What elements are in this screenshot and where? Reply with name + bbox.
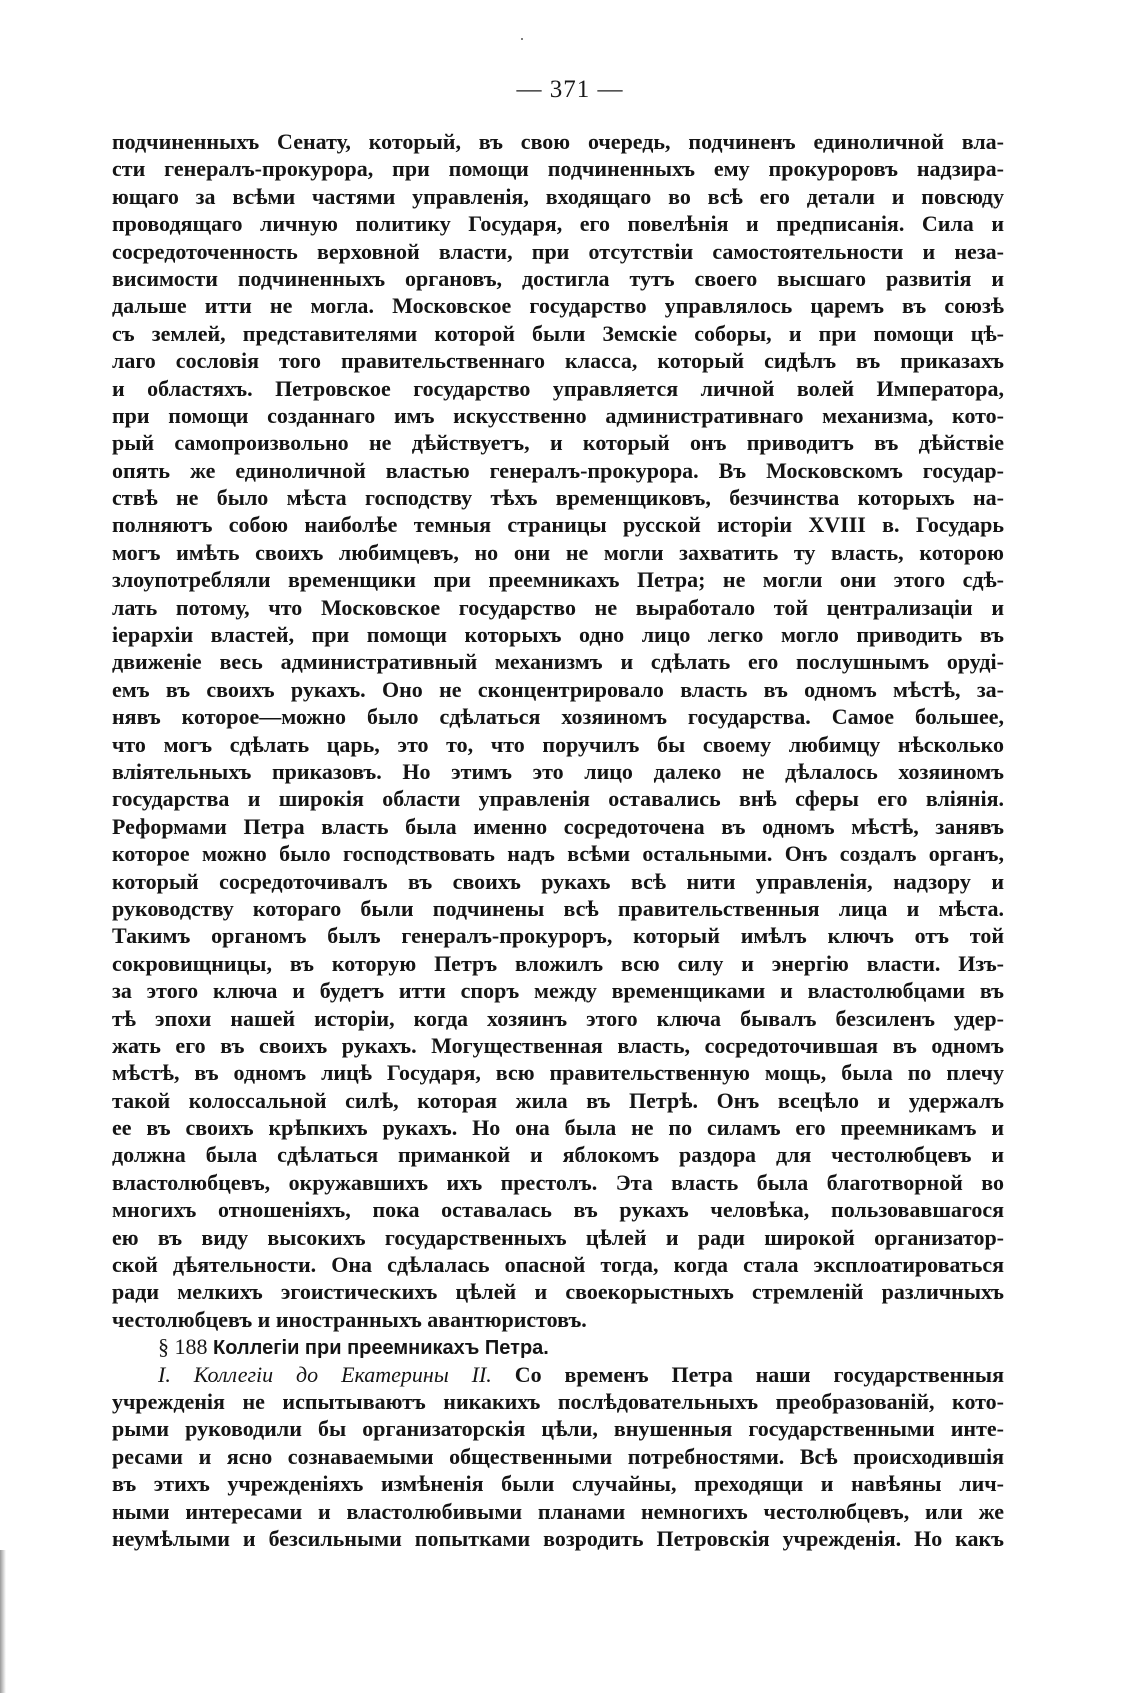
text-line: тѣ эпохи нашей исторіи, когда хозяинъ этого ключа бывалъ безсиленъ удер- [112,1005,1004,1031]
text-line: ее въ своихъ крѣпкихъ рукахъ. Но она была не по силамъ его преемникамъ и [112,1115,1004,1141]
text-line: висимости подчиненныхъ органовъ, достигла тутъ своего высшаго развитія и [112,265,1004,291]
text-line: опять же единоличной властью генералъ-прокурора. Въ Московскомъ государ- [112,457,1004,483]
text-line: дальше итти не могла. Московское государство управлялось царемъ въ союзѣ [112,293,1004,319]
text-line: съ землей, представителями которой были Земскіе соборы, и при помощи цѣ- [112,320,1004,346]
text-line: злоупотребляли временщики при преемникахъ Петра; не могли они этого сдѣ- [112,567,1004,593]
text-line: при помощи созданнаго имъ искусственно административнаго механизма, кото- [112,402,1004,428]
text-line: и областяхъ. Петровское государство управляется личной волей Императора, [112,375,1004,401]
print-speck [521,38,523,40]
text-line: Такимъ органомъ былъ генералъ-прокуроръ, который имѣлъ ключъ отъ той [112,923,1004,949]
text-line: руководству котораго были подчинены всѣ правительственныя лица и мѣста. [112,895,1004,921]
subsection-text: Со временъ Петра наши государственныя [514,1361,1004,1387]
text-line: за этого ключа и будетъ итти споръ между временщиками и властолюбцами въ [112,978,1004,1004]
text-line: подчиненныхъ Сенату, который, въ свою очередь, подчиненъ единоличной вла- [112,129,1004,154]
text-line: который сосредоточивалъ въ своихъ рукахъ всѣ нити управленія, надзору и [112,868,1004,894]
text-line: лаго сословія того правительственнаго класса, который сидѣлъ въ приказахъ [112,348,1004,374]
text-line: вліятельныхъ приказовъ. Но этимъ это лицо далеко не дѣлалось хозяиномъ [112,758,1004,784]
page-edge-shadow [0,1550,6,1693]
text-line: могъ имѣть своихъ любимцевъ, но они не могли захватить ту власть, которою [112,539,1004,565]
text-line: сти генералъ-прокурора, при помощи подчиненныхъ ему прокуроровъ надзира- [112,156,1004,182]
text-line: учрежденія не испытываютъ никакихъ послѣдовательныхъ преобразованій, кото- [112,1388,1004,1414]
text-line: емъ въ своихъ рукахъ. Оно не сконцентрировало власть въ одномъ мѣстѣ, за- [112,676,1004,702]
text-line: іерархіи властей, при помощи которыхъ одно лицо легко могло приводить въ [112,622,1004,648]
text-line: лать потому, что Московское государство не выработало той централизаціи и [112,594,1004,620]
section-heading [112,1333,1004,1360]
text-line: рыми руководили бы организаторскія цѣли, внушенныя государственными инте- [112,1416,1004,1442]
text-line: что могъ сдѣлать царь, это то, что поручилъ бы своему любимцу нѣсколько [112,731,1004,757]
text-line: ею въ виду высокихъ государственныхъ цѣлей и ради широкой организатор- [112,1224,1004,1250]
text-line: ради мелкихъ эгоистическихъ цѣлей и своекорыстныхъ стремленій различныхъ [112,1279,1004,1305]
text-line: властолюбцевъ, окружавшихъ ихъ престолъ. Эта власть была благотворной во [112,1169,1004,1195]
text-line: движеніе весь административный механизмъ и сдѣлать его послушнымъ оруді- [112,649,1004,675]
text-line: такой колоссальной силѣ, которая жила въ Петрѣ. Онъ всецѣло и удержалъ [112,1087,1004,1113]
text-line: въ этихъ учрежденіяхъ измѣненія были случайны, преходящи и навѣяны лич- [112,1471,1004,1497]
text-line: должна была сдѣлаться приманкой и яблокомъ раздора для честолюбцевъ и [112,1142,1004,1168]
text-line: ской дѣятельности. Она сдѣлалась опасной тогда, когда стала эксплоатироваться [112,1252,1004,1278]
text-line: Реформами Петра власть была именно сосредоточена въ одномъ мѣстѣ, занявъ [112,813,1004,839]
text-line: полняютъ собою наиболѣе темныя страницы русской исторіи XVIII в. Государь [112,512,1004,538]
text-line: ющаго за всѣми частями управленія, входящаго во всѣ его детали и повсюду [112,183,1004,209]
text-line: сокровищницы, въ которую Петръ вложилъ всю силу и энергію власти. Изъ- [112,950,1004,976]
page-number: — 371 — [516,76,624,103]
text-line: честолюбцевъ и иностранныхъ авантюристовъ. [112,1306,587,1332]
text-line: ными интересами и властолюбивыми планами немногихъ честолюбцевъ, или же [112,1498,1004,1524]
text-line: многихъ отношеніяхъ, пока оставалась въ рукахъ человѣка, пользовавшагося [112,1197,1004,1223]
text-line: сосредоточенность верховной власти, при отсутствіи самостоятельности и неза- [112,238,1004,264]
text-line: ствѣ не было мѣста господству тѣхъ временщиковъ, безчинства которыхъ на- [112,485,1004,511]
text-line: нявъ которое—можно было сдѣлаться хозяиномъ государства. Самое большее, [112,704,1004,730]
section-number: § 188 [158,1334,208,1360]
text-line: проводящаго личную политику Государя, его повелѣнія и предписанія. Сила и [112,211,1004,237]
section-title: Коллегіи при преемникахъ Петра. [213,1337,549,1360]
text-line: мѣстѣ, въ одномъ лицѣ Государя, всю правительственную мощь, была по плечу [112,1060,1004,1086]
text-line: неумѣлыми и безсильными попытками возродить Петровскія учрежденія. Но какъ [112,1525,1004,1551]
main-text [112,128,1004,1552]
subsection-label: I. Коллегіи до Екатерины II. [158,1361,492,1387]
text-line: рый самопроизвольно не дѣйствуетъ, и который онъ приводитъ въ дѣйствіе [112,430,1004,456]
text-line: жать его въ своихъ рукахъ. Могущественная власть, сосредоточившая въ одномъ [112,1032,1004,1058]
subsection-first-line [112,1361,1004,1388]
text-line: ресами и ясно сознаваемыми общественными потребностями. Всѣ происходившія [112,1443,1004,1469]
text-line: государства и широкія области управленія оставались внѣ сферы его вліянія. [112,786,1004,812]
text-line: которое можно было господствовать надъ всѣми остальными. Онъ создалъ органъ, [112,841,1004,867]
